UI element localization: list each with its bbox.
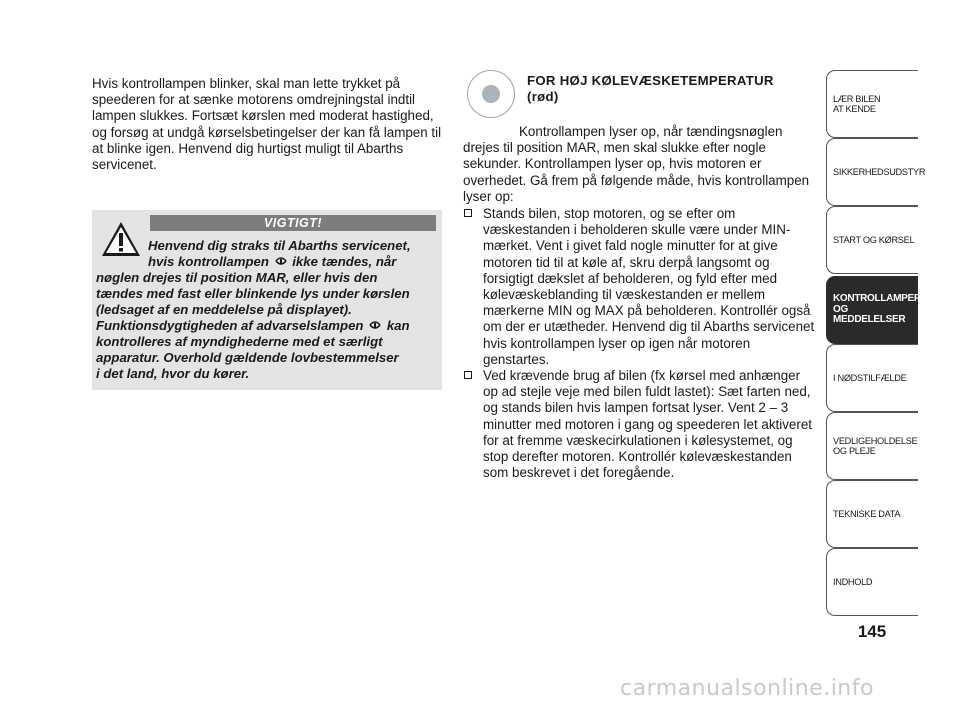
warning-line: i det land, hvor du kører. <box>96 366 250 381</box>
tab-i-nodstilfaelde[interactable] <box>826 344 918 412</box>
indicator-lamp-icon <box>467 70 515 118</box>
tab-sikkerhedsudstyr[interactable] <box>826 138 926 206</box>
bullet-list <box>463 206 815 481</box>
indicator-lamp-dot <box>482 85 500 103</box>
warning-box <box>92 210 442 390</box>
tab-label: OG MEDDELELSER <box>833 303 906 326</box>
warning-line-part: Funktionsdygtigheden af advarselslampen <box>96 318 364 333</box>
warning-line-part: kan <box>386 318 410 333</box>
tab-label: SIKKERHEDSUDSTYR <box>833 166 926 177</box>
tab-label: VEDLIGEHOLDELSE <box>833 435 918 446</box>
tab-laer-bilen[interactable] <box>826 70 918 138</box>
tab-label: LÆR BILEN <box>833 93 881 104</box>
warning-line-part: ikke tændes, når <box>292 254 397 269</box>
tab-label: INDHOLD <box>833 576 873 587</box>
watermark: carmanualsonline.info <box>620 676 874 701</box>
tab-label: START OG KØRSEL <box>833 234 915 245</box>
tab-vedligeholdelse[interactable] <box>826 412 918 480</box>
tab-label: OG PLEJE <box>833 446 876 456</box>
warning-line: apparatur. Overhold gældende lovbestemmelser <box>96 350 399 365</box>
tab-label: I NØDSTILFÆLDE <box>833 372 907 383</box>
checkbox-bullet-icon <box>464 371 472 379</box>
page-number: 145 <box>857 622 887 641</box>
section-intro <box>463 124 815 205</box>
checkbox-bullet-icon <box>464 209 472 217</box>
warning-line <box>96 318 438 334</box>
left-paragraph: Hvis kontrollampen blinker, skal man lette trykket på speederen for at sænke motorens omdrejningstal indtil lampen slukkes. Fortsæt kørslen med moderat hastighed, og forsøg at undgå kørselsbetingelser der kan få lampen til at blinke igen. Henvend dig hurtigst muligt til Abarths servicenet. <box>92 76 442 173</box>
warning-line: Henvend dig straks til Abarths servicenet, <box>148 238 411 253</box>
warning-line: (ledsaget af en meddelelse på displayet). <box>96 302 352 317</box>
warning-banner: VIGTIGT! <box>150 215 436 231</box>
warning-line: kontrolleres af myndighederne med et særligt <box>96 334 383 349</box>
warning-line: tændes med fast eller blinkende lys under kørslen <box>96 286 410 301</box>
intro-rest: drejes til position MAR, men skal slukke efter nogle sekunder. Kontrollampen lyser op, hvis motoren er overhedet. Gå frem på følgende måde, hvis kontrollampen lyser op: <box>463 140 810 204</box>
tab-start-og-korsel[interactable] <box>826 206 918 274</box>
bullet-item <box>463 368 815 481</box>
bullet-text: Stands bilen, stop motoren, og se efter om væskestanden i beholderen skulle være under MIN-mærket. Vent i givet fald nogle minutter for at give motoren tid til at køle af, skru derpå langsomt og forsigtigt dækslet af beholderen, og fyld efter med kølevæskeblanding til væskestanden er mellem mærkerne MIN og MAX på beholderen. Kontrollér også om der er utætheder. Henvend dig til Abarths servicenet hvis kontrollampen lyser op igen når motoren genstartes. <box>483 206 815 367</box>
coolant-lamp-icon <box>368 320 382 331</box>
tab-kontrollamper[interactable] <box>826 276 921 344</box>
tab-label: KONTROLLAMPER <box>833 293 921 305</box>
warning-line-part: hvis kontrollampen <box>148 254 269 269</box>
section-heading <box>527 73 817 105</box>
tab-tekniske-data[interactable] <box>826 480 918 548</box>
tab-indhold[interactable] <box>826 548 918 616</box>
intro-first-line: Kontrollampen lyser op, når tændingsnøglen <box>519 124 783 139</box>
heading-line: (rød) <box>527 89 559 104</box>
warning-line: nøglen drejes til position MAR, eller hvis den <box>96 270 378 285</box>
warning-text <box>96 238 438 382</box>
warning-line <box>96 254 438 270</box>
heading-line: FOR HØJ KØLEVÆSKETEMPERATUR <box>527 73 774 88</box>
tab-label: TEKNISKE DATA <box>833 508 901 519</box>
bullet-text: Ved krævende brug af bilen (fx kørsel med anhænger op ad stejle veje med bilen fuldt lastet): Sæt farten ned, og stands bilen hvis lampen fortsat lyser. Vent 2 – 3 minutter med motoren i gang og speederen let aktiveret for at fremme væskecirkulationen i kølesystemet, og stop derefter motoren. Kontrollér kølevæskestanden som beskrevet i det foregående. <box>483 368 812 481</box>
bullet-item <box>463 206 815 368</box>
tab-label: AT KENDE <box>833 104 876 114</box>
coolant-lamp-icon <box>274 256 288 267</box>
